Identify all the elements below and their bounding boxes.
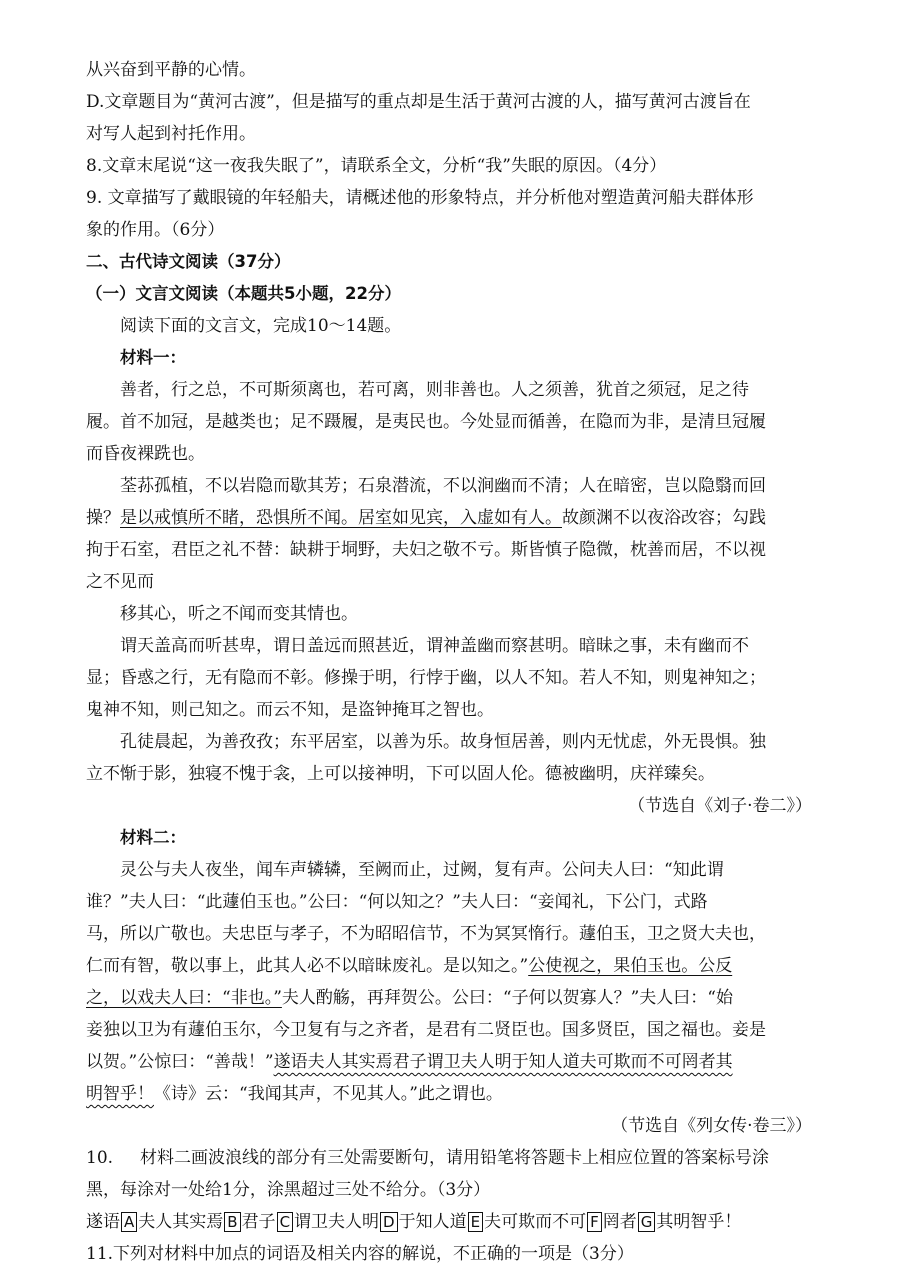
material-1-p4-line1: 孔徒晨起，为善孜孜；东平居室，以善为乐。故身恒居善，则内无忧虑，外无畏惧。独 bbox=[120, 732, 766, 752]
text-span: 以贺。”公惊曰：“善哉！” bbox=[86, 1052, 274, 1072]
text-span: 仁而有智，敬以事上，此其人必不以暗昧废礼。是以知之。” bbox=[86, 956, 529, 976]
text-span: 故颜渊不以夜浴改容；勾践 bbox=[562, 508, 766, 528]
wavy-underlined-passage: 遂语夫人其实焉君子谓卫夫人明于知人道夫可欺而不可罔者其 bbox=[273, 1052, 733, 1072]
material-1-p3-line3: 鬼神不知，则己知之。而云不知，是盗钟掩耳之智也。 bbox=[86, 700, 494, 720]
material-2-line5 bbox=[86, 986, 733, 1010]
material-1-p1-line3: 而昏夜裸跣也。 bbox=[86, 444, 205, 464]
material-2-line2: 谁？”夫人曰：“此蘧伯玉也。”公曰：“何以知之？”夫人曰：“妾闻礼，下公门，式路 bbox=[86, 892, 708, 912]
material-2-line4 bbox=[86, 954, 732, 978]
question-10-options bbox=[86, 1210, 741, 1234]
segment-text: 夫可欺而不可 bbox=[484, 1212, 587, 1232]
underlined-sentence: 公使视之，果伯玉也。公反 bbox=[528, 956, 733, 976]
material-2-line7 bbox=[86, 1050, 733, 1074]
segment-text: 谓卫夫人明 bbox=[294, 1212, 380, 1232]
material-2-line3: 马，所以广敬也。夫忠臣与孝子，不为昭昭信节，不为冥冥惰行。蘧伯玉，卫之贤大夫也， bbox=[86, 924, 766, 944]
material-1-p3-line1: 谓天盖高而听甚卑，谓日盖远而照甚近，谓神盖幽而察甚明。暗昧之事，未有幽而不 bbox=[120, 636, 749, 656]
material-1-p1-line2: 履。首不加冠，是越类也；足不蹑履，是夷民也。今处显而循善，在隐而为非，是清旦冠履 bbox=[86, 412, 766, 432]
text-span: 操？ bbox=[86, 508, 120, 528]
answer-box-e[interactable]: E bbox=[468, 1212, 483, 1232]
q7-option-d-line1: D.文章题目为“黄河古渡”，但是描写的重点却是生活于黄河古渡的人，描写黄河古渡旨在 bbox=[86, 92, 751, 112]
question-10-line1: 10. 材料二画波浪线的部分有三处需要断句，请用铅笔将答题卡上相应位置的答案标号涂 bbox=[86, 1148, 770, 1168]
answer-box-g[interactable]: G bbox=[638, 1212, 656, 1232]
material-2-source: （节选自《列女传·卷三》） bbox=[611, 1116, 812, 1136]
question-8: 8.文章末尾说“这一夜我失眠了”，请联系全文，分析“我”失眠的原因。（4分） bbox=[86, 156, 667, 176]
section-title: 二、古代诗文阅读（37分） bbox=[86, 252, 291, 271]
material-1-p4-line2: 立不惭于影，独寝不愧于衾，上可以接神明，下可以固人伦。德被幽明，庆祥臻矣。 bbox=[86, 764, 715, 784]
answer-box-f[interactable]: F bbox=[587, 1212, 602, 1232]
segment-text: 罔者 bbox=[602, 1212, 637, 1232]
q7-option-d-line2: 对写人起到衬托作用。 bbox=[86, 124, 256, 144]
subsection-title: （一）文言文阅读（本题共5小题，22分） bbox=[86, 284, 401, 303]
material-2-line6: 妾独以卫为有蘧伯玉尔，今卫复有与之齐者，是君有二贤臣也。国多贤臣，国之福也。妾是 bbox=[86, 1020, 766, 1040]
answer-box-a[interactable]: A bbox=[121, 1212, 137, 1232]
question-11: 11.下列对材料中加点的词语及相关内容的解说，不正确的一项是（3分） bbox=[86, 1244, 634, 1264]
answer-box-b[interactable]: B bbox=[224, 1212, 240, 1232]
underlined-sentence: 之，以戏夫人曰：“非也。” bbox=[86, 988, 282, 1008]
reading-instruction: 阅读下面的文言文，完成10～14题。 bbox=[120, 316, 402, 336]
question-10-line2: 黑，每涂对一处给1分，涂黑超过三处不给分。（3分） bbox=[86, 1180, 491, 1200]
material-1-p2-line4: 之不见而 bbox=[86, 572, 154, 592]
answer-box-d[interactable]: D bbox=[380, 1212, 398, 1232]
segment-text: 君子 bbox=[241, 1212, 276, 1232]
answer-box-c[interactable]: C bbox=[277, 1212, 293, 1232]
material-1-p2-line3: 拘于石室，君臣之礼不替：缺耕于垌野，夫妇之敬不亏。斯皆慎子隐微，枕善而居，不以视 bbox=[86, 540, 766, 560]
material-1-label: 材料一： bbox=[120, 348, 186, 367]
q7-continued-line: 从兴奋到平静的心情。 bbox=[86, 60, 256, 80]
underlined-sentence: 是以戒慎所不睹，恐惧所不闻。居室如见宾，入虚如有人。 bbox=[120, 508, 562, 528]
question-9-line2: 象的作用。（6分） bbox=[86, 220, 225, 240]
question-9-line1: 9. 文章描写了戴眼镜的年轻船夫，请概述他的形象特点，并分析他对塑造黄河船夫群体形 bbox=[86, 188, 754, 208]
material-2-line1: 灵公与夫人夜坐，闻车声辚辚，至阙而止，过阙，复有声。公问夫人曰：“知此谓 bbox=[120, 860, 724, 880]
text-span: 《诗》云：“我闻其声，不见其人。”此之谓也。 bbox=[154, 1084, 503, 1104]
material-2-label: 材料二： bbox=[120, 828, 186, 847]
material-1-p1-line1: 善者，行之总，不可斯须离也，若可离，则非善也。人之须善，犹首之须冠，足之待 bbox=[120, 380, 749, 400]
wavy-underlined-passage: 明智乎！ bbox=[86, 1084, 154, 1104]
text-span: 夫人酌觞，再拜贺公。公曰：“子何以贺寡人？”夫人曰：“始 bbox=[281, 988, 733, 1008]
material-1-p2-line1: 荃荪孤植，不以岩隐而歇其芳；石泉潜流，不以涧幽而不清；人在暗密，岂以隐翳而回 bbox=[120, 476, 766, 496]
segment-text: 于知人道 bbox=[398, 1212, 467, 1232]
material-1-p3-line2: 显；昏惑之行，无有隐而不彰。修操于明，行悖于幽，以人不知。若人不知，则鬼神知之； bbox=[86, 668, 766, 688]
segment-text: 遂语 bbox=[86, 1212, 120, 1232]
material-1-source: （节选自《刘子·卷二》） bbox=[628, 796, 812, 816]
segment-text: 其明智乎！ bbox=[656, 1212, 742, 1232]
material-1-p2-line2 bbox=[86, 506, 766, 530]
material-1-p2-line5: 移其心，听之不闻而变其情也。 bbox=[120, 604, 358, 624]
material-2-line8 bbox=[86, 1082, 503, 1106]
segment-text: 夫人其实焉 bbox=[138, 1212, 224, 1232]
